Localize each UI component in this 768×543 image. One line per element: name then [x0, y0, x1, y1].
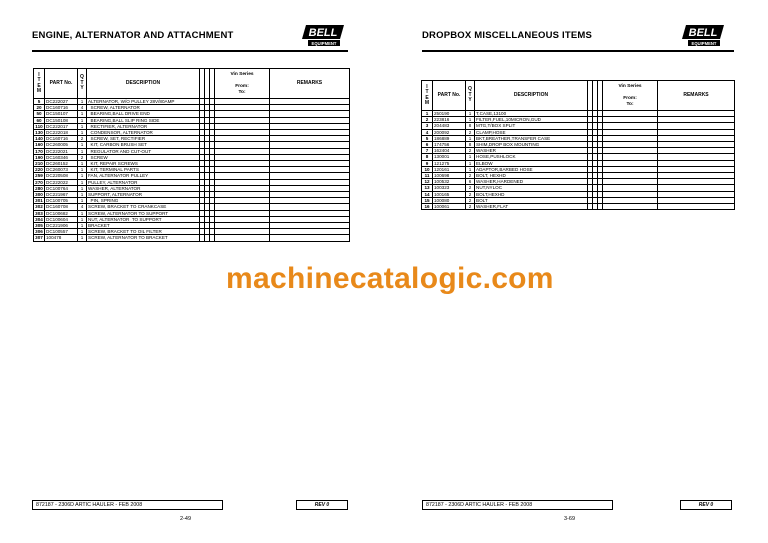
part-no-cell: 100478	[45, 235, 78, 241]
qty-cell: 1	[466, 160, 475, 166]
description-cell: WASHER,FLAT	[475, 204, 588, 210]
item-cell: 190	[35, 154, 43, 160]
qty-cell: 1	[78, 123, 87, 129]
header-description: DESCRIPTION	[87, 69, 200, 99]
item-cell: 301	[35, 198, 43, 204]
qty-cell: 1	[78, 185, 87, 191]
qty-cell: 2	[466, 191, 475, 197]
item-cell: 3	[422, 123, 433, 129]
part-no-cell: DC222021	[45, 148, 78, 154]
description-cell: FAN, ALTERNATOR PULLEY	[87, 173, 200, 179]
description-cell: RECTIFIER, ALTERNATOR	[87, 123, 200, 129]
item-cell: 220	[35, 167, 43, 173]
part-no-cell: 100323	[433, 185, 466, 191]
bell-logo-icon	[300, 22, 350, 48]
description-cell: BRACKET	[87, 223, 200, 229]
item-cell: 10	[422, 166, 433, 172]
description-cell: NUT, ALTERNATOR TO SUPPORT	[87, 216, 200, 222]
vin-series-label: Vin Series	[618, 83, 642, 89]
qty-cell: 1	[78, 167, 87, 173]
qty-cell: 1	[466, 166, 475, 172]
qty-cell: 4	[78, 105, 87, 111]
from-to-cell	[215, 235, 270, 241]
item-cell: 7	[422, 148, 433, 154]
qty-cell: 1	[78, 111, 87, 117]
svg-text:BELL: BELL	[308, 27, 338, 39]
description-cell: CLAMP,HOSE	[475, 129, 588, 135]
description-cell: SCREW, BRACKET TO CRANKCASE	[87, 204, 200, 210]
item-cell: 300	[35, 192, 43, 198]
header-vin-series	[215, 69, 270, 99]
item-cell: 6	[422, 142, 433, 148]
remarks-cell	[658, 204, 735, 210]
header-item: I T E M	[422, 81, 433, 111]
item-cell: 13	[422, 185, 433, 191]
qty-cell: 1	[78, 99, 87, 105]
description-cell: BEARING,BALL DRIVE END	[87, 111, 200, 117]
description-cell: WASHER, ALTERNATOR	[87, 185, 200, 191]
qty-cell: 1	[78, 173, 87, 179]
description-cell: SCREW, BRACKET TO OIL FILTER	[87, 229, 200, 235]
part-no-cell: 186889	[433, 135, 466, 141]
item-cell: 130	[35, 130, 43, 136]
svg-text:EQUIPMENT: EQUIPMENT	[311, 41, 337, 46]
description-cell: SCREW	[87, 154, 200, 160]
part-no-cell: 250190	[433, 111, 466, 117]
part-no-cell: DC100764	[45, 185, 78, 191]
from-to-cell	[603, 204, 658, 210]
description-cell: MTG,T/BOX SPLIT	[475, 123, 588, 129]
qty-cell: 8	[466, 142, 475, 148]
part-no-cell: 200092	[433, 129, 466, 135]
description-cell: BEARING,BALL SLIP RING SIDE	[87, 117, 200, 123]
item-cell: 140	[35, 136, 43, 142]
part-no-cell: DC222017	[45, 123, 78, 129]
item-cell: 1	[422, 111, 433, 117]
description-cell: SHIM,DROP BOX MOUNTING	[475, 142, 588, 148]
qty-cell: 1	[466, 117, 475, 123]
header-remarks: REMARKS	[658, 81, 735, 111]
qty-cell: 1	[78, 210, 87, 216]
page-title: DROPBOX MISCELLANEOUS ITEMS	[422, 30, 593, 41]
description-cell: ELBOW	[475, 160, 588, 166]
qty-cell: 1	[466, 111, 475, 117]
part-no-cell: DC100604	[45, 216, 78, 222]
description-cell: CONDENSOR, ALTERNATOR	[87, 130, 200, 136]
part-no-cell: DC160708	[45, 204, 78, 210]
part-no-cell: DC100705	[45, 198, 78, 204]
description-cell: SCREW, ALTERNATOR	[87, 105, 200, 111]
vin-series-label: Vin Series	[230, 71, 254, 77]
qty-cell: 1	[78, 216, 87, 222]
description-cell: KIT, TERMINAL PARTS	[87, 167, 200, 173]
to-label: To:	[626, 101, 634, 107]
item-cell: 16	[422, 204, 433, 210]
qty-cell: 1	[78, 223, 87, 229]
description-cell: BOLT,HEXHD	[475, 191, 588, 197]
part-no-cell: 121275	[433, 160, 466, 166]
item-cell: 307	[35, 235, 43, 241]
description-cell: SCREW, SET, RECTIFIER	[87, 136, 200, 142]
qty-cell: 2	[466, 173, 475, 179]
qty-cell: 1	[78, 161, 87, 167]
part-no-cell: DC222027	[45, 99, 78, 105]
part-no-cell: DC150108	[45, 117, 78, 123]
remarks-cell	[270, 235, 350, 241]
qty-cell: 1	[78, 148, 87, 154]
from-label: From:	[235, 83, 249, 89]
description-cell: KIT, CARBON BRUSH SET	[87, 142, 200, 148]
description-cell: BKT,BREATHER,TRANSFER CASE	[475, 135, 588, 141]
to-label: To:	[238, 89, 246, 95]
bell-logo-icon	[680, 22, 730, 48]
description-cell: SCREW, ALTERNATOR TO SUPPORT	[87, 210, 200, 216]
description-cell: KIT, REPAIR SCREWS	[87, 161, 200, 167]
item-cell: 280	[35, 185, 43, 191]
description-cell: BOLT	[475, 197, 588, 203]
qty-cell: 1	[78, 229, 87, 235]
item-cell: 12	[422, 179, 433, 185]
footer-doc-ref: 872187 - 2306D ARTIC HAULER - FEB 2008	[32, 500, 223, 510]
item-cell: 110	[35, 123, 43, 129]
item-cell: 306	[35, 229, 43, 235]
item-cell: 5	[422, 135, 433, 141]
part-no-cell: DC100682	[45, 210, 78, 216]
item-cell: 304	[35, 216, 43, 222]
qty-cell: 8	[466, 123, 475, 129]
description-cell: WASHER,HARDENED	[475, 179, 588, 185]
qty-cell: 2	[466, 197, 475, 203]
qty-cell: 1	[466, 154, 475, 160]
part-no-cell: DC260073	[45, 167, 78, 173]
revision-badge: REV 0	[296, 500, 348, 510]
description-cell: HOSE,PUSHLOCK	[475, 154, 588, 160]
part-no-cell: 100532	[433, 179, 466, 185]
part-no-cell: 100061	[433, 204, 466, 210]
description-cell: BOLT, HEXHD	[475, 173, 588, 179]
part-no-cell: 204483	[433, 123, 466, 129]
qty-cell: 2	[466, 204, 475, 210]
item-cell: 259	[35, 173, 43, 179]
revision-badge: REV 0	[680, 500, 732, 510]
item-cell: 20	[34, 105, 45, 111]
title-rule	[422, 50, 734, 52]
description-cell: SUPPORT, ALTERNATOR	[87, 192, 200, 198]
part-no-cell: DC221906	[45, 223, 78, 229]
qty-cell: 6	[466, 179, 475, 185]
item-cell: 303	[35, 210, 43, 216]
item-cell: 302	[35, 204, 43, 210]
qty-cell: 2	[466, 129, 475, 135]
footer-doc-ref: 872187 - 2306D ARTIC HAULER - FEB 2008	[422, 500, 613, 510]
page-number: 3-69	[564, 516, 576, 522]
header-part-no: PART No.	[45, 69, 78, 99]
table-row	[422, 204, 735, 210]
qty-cell: 2	[78, 136, 87, 142]
part-no-cell: DC160346	[45, 154, 78, 160]
item-cell: 160	[35, 142, 43, 148]
item-cell: 5	[34, 99, 45, 105]
header-qty: Q T Y	[466, 81, 475, 111]
header-part-no: PART No.	[433, 81, 466, 111]
header-vin-series	[603, 81, 658, 111]
item-cell: 170	[35, 148, 43, 154]
page-number: 2-49	[180, 516, 192, 522]
description-cell: T,CASE,13100	[475, 111, 588, 117]
svg-text:EQUIPMENT: EQUIPMENT	[691, 41, 717, 46]
item-cell: 305	[35, 223, 43, 229]
qty-cell: 1	[466, 135, 475, 141]
parts-table	[421, 80, 735, 210]
description-cell: ALTERNATOR, W/O PULLEY 28V/80AMP	[87, 99, 200, 105]
part-no-cell: DC222022	[45, 179, 78, 185]
part-no-cell: DC160716	[45, 136, 78, 142]
description-cell: REGULATOR AND CUT-OUT	[87, 148, 200, 154]
header-qty: Q T Y	[78, 69, 87, 99]
qty-cell: 1	[78, 117, 87, 123]
qty-cell: 1	[78, 142, 87, 148]
item-cell: 15	[422, 197, 433, 203]
item-cell: 2	[422, 117, 433, 123]
header-remarks: REMARKS	[270, 69, 350, 99]
header-description: DESCRIPTION	[475, 81, 588, 111]
description-cell: NUT,NYLOC	[475, 185, 588, 191]
part-no-cell: DC150107	[45, 111, 78, 117]
parts-table	[33, 68, 350, 242]
part-no-cell: 100165	[433, 191, 466, 197]
item-cell: 8	[422, 154, 433, 160]
description-cell: FILTER,FUEL,10MICRON,GUD	[475, 117, 588, 123]
watermark-text: machinecatalogic.com	[226, 262, 554, 295]
part-no-cell: 100698	[433, 173, 466, 179]
from-label: From:	[623, 95, 637, 101]
part-no-cell: 130001	[433, 154, 466, 160]
page-title: ENGINE, ALTERNATOR AND ATTACHMENT	[32, 30, 234, 41]
qty-cell: 1	[78, 198, 87, 204]
svg-text:BELL: BELL	[688, 27, 718, 39]
item-cell: 270	[35, 179, 43, 185]
qty-cell: 1	[78, 130, 87, 136]
part-no-cell: DC260152	[45, 161, 78, 167]
title-rule	[32, 50, 348, 52]
part-no-cell: DC222018	[45, 130, 78, 136]
qty-cell: 1	[78, 179, 87, 185]
item-cell: 11	[422, 173, 433, 179]
part-no-cell: 223816	[433, 117, 466, 123]
item-cell: 4	[422, 129, 433, 135]
item-cell: 9	[422, 160, 433, 166]
part-no-cell: 120161	[433, 166, 466, 172]
part-no-cell: 174756	[433, 142, 466, 148]
description-cell: SCREW, ALTERNATOR TO BRACKET	[87, 235, 200, 241]
item-cell: 14	[422, 191, 433, 197]
part-no-cell: DC220508	[45, 173, 78, 179]
description-cell: WASHER	[475, 148, 588, 154]
item-cell: 60	[34, 117, 45, 123]
part-no-cell: DC100557	[45, 229, 78, 235]
qty-cell: 2	[466, 185, 475, 191]
description-cell: PIN, SPRING	[87, 198, 200, 204]
description-cell: ADAPTOR,BARBED HOSE	[475, 166, 588, 172]
part-no-cell: 162404	[433, 148, 466, 154]
qty-cell: 4	[78, 204, 87, 210]
part-no-cell: DC221967	[45, 192, 78, 198]
item-cell: 210	[35, 161, 43, 167]
qty-cell: 1	[78, 235, 87, 241]
table-row	[34, 235, 350, 241]
part-no-cell: DC160716	[45, 105, 78, 111]
item-cell: 50	[34, 111, 45, 117]
qty-cell: 2	[78, 154, 87, 160]
header-item: I T E M	[34, 69, 45, 99]
part-no-cell: 100080	[433, 197, 466, 203]
qty-cell: 2	[466, 148, 475, 154]
qty-cell: 1	[78, 192, 87, 198]
part-no-cell: DC260005	[45, 142, 78, 148]
description-cell: PULLEY, ALTERNATOR	[87, 179, 200, 185]
